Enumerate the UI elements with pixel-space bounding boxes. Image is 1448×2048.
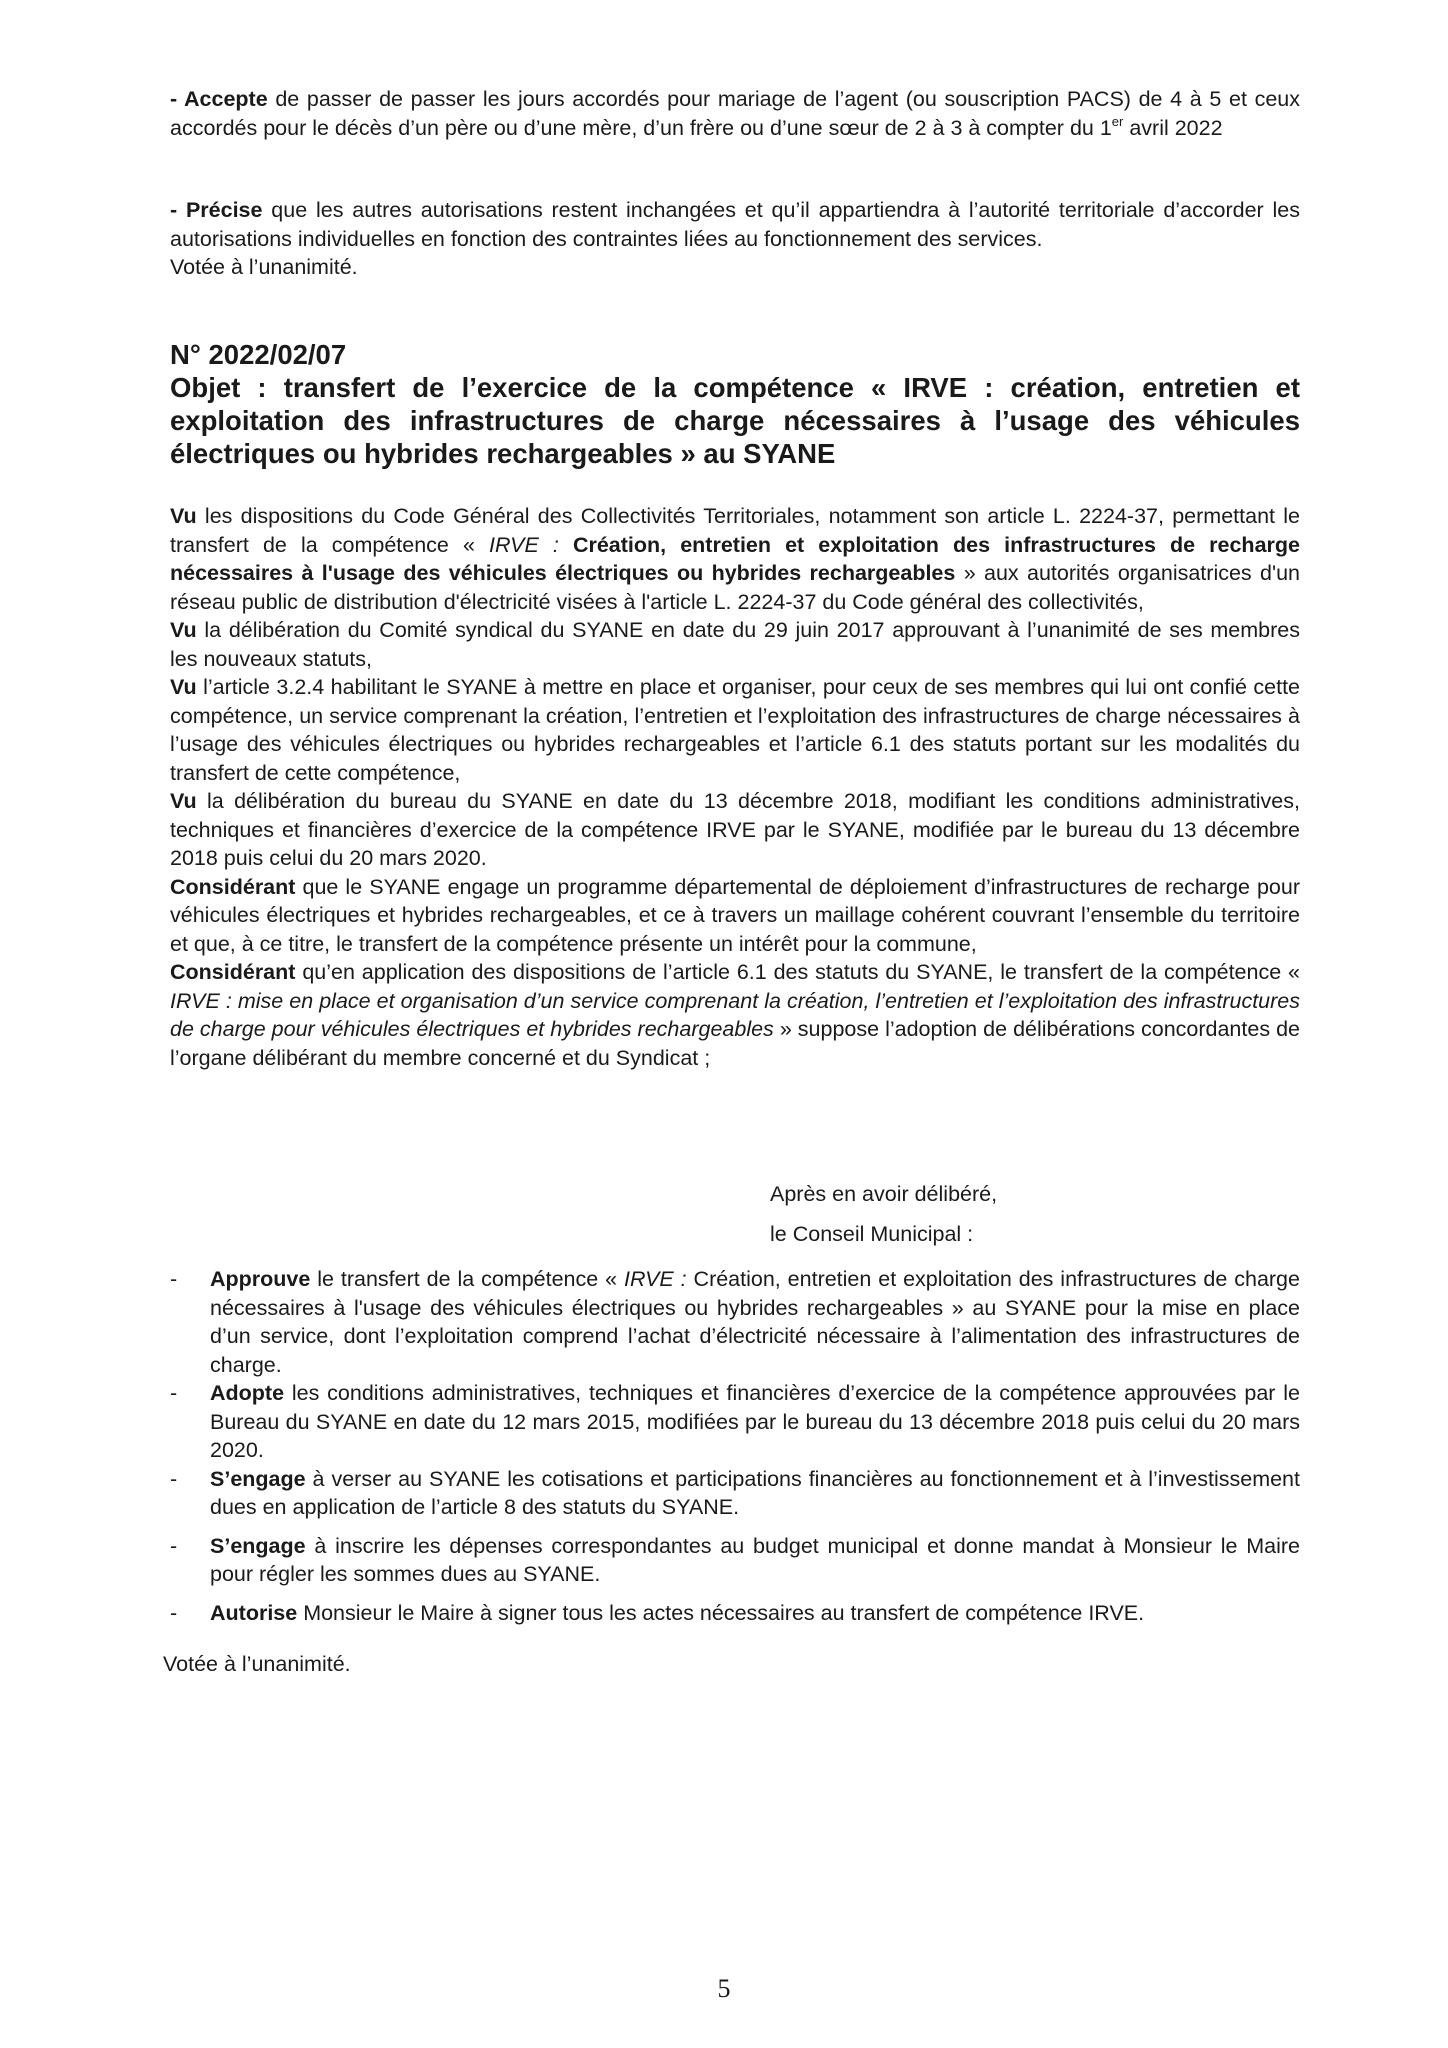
deliberation-title bbox=[170, 338, 1300, 470]
decision-lead: Approuve bbox=[210, 1267, 311, 1291]
page-number: 5 bbox=[717, 1974, 731, 2003]
considerant-2-text-b: » suppose l’adoption de délibérations concordantes de l’organe délibérant du membre concerné et du Syndicat ; bbox=[170, 1017, 1300, 1070]
decision-text: les conditions administratives, techniques et financières d’exercice de la compétence approuvées par le Bureau du SYANE en date du 12 mars 2015, modifiées par le bureau du 13 décembre 2018 puis celui du 20 mars 2020. bbox=[210, 1381, 1300, 1462]
decision-text-b: Création, entretien et exploitation des infrastructures de charge nécessaires à l'usage des véhicules électriques ou hybrides rechargeables » au SYANE pour la mise en place d’un service, dont l’exploitation comprend l’achat d’électricité nécessaire à l’alimentation des infrastructures de charge. bbox=[210, 1267, 1300, 1377]
vu-1: Vu bbox=[170, 504, 197, 528]
paragraph-accepte bbox=[170, 85, 1300, 142]
vu-1-text-a: les dispositions du Code Général des Collectivités Territoriales, notamment son article L. 2224-37, permettant le transfert de la compétence « bbox=[170, 504, 1300, 557]
deliberation-number: N° 2022/02/07 bbox=[170, 339, 347, 370]
lead-precise: - Précise bbox=[170, 198, 263, 222]
final-vote: Votée à l’unanimité. bbox=[163, 1652, 351, 1676]
vu-4: Vu bbox=[170, 789, 197, 813]
lead-accepte: - Accepte bbox=[170, 87, 268, 111]
vu-3-text: l’article 3.2.4 habilitant le SYANE à mettre en place et organiser, pour ceux de ses membres qui lui ont confié cette compétence, un service comprenant la création, l’entretien et l’exploitation des infrastructures de charge nécessaires à l’usage des véhicules électriques ou hybrides rechargeables et l’article 6.1 des statuts portant sur les modalités du transfert de cette compétence, bbox=[170, 675, 1300, 785]
list-dash: - bbox=[170, 1466, 178, 1491]
decision-italic: IRVE : bbox=[623, 1267, 687, 1291]
accepte-text: de passer de passer les jours accordés pour mariage de l’agent (ou souscription PACS) de 4 à 5 et ceux accordés pour le décès d’un père ou d’une mère, d’un frère ou d’une sœur de 2 à 3 à compter du 1 bbox=[170, 87, 1301, 140]
decision-item bbox=[170, 1379, 1300, 1465]
vu-1-text-b: » aux autorités organisatrices d'un réseau public de distribution d'électricité visées à l'article L. 2224-37 du Code général des collectivités, bbox=[170, 561, 1300, 614]
considerant-1: Considérant bbox=[170, 874, 296, 899]
vu-2: Vu bbox=[170, 618, 197, 642]
decision-lead: Adopte bbox=[210, 1381, 285, 1405]
decision-lead: S’engage bbox=[210, 1533, 306, 1558]
considerant-2-text-a: qu’en application des dispositions de l’article 6.1 des statuts du SYANE, le transfert de la compétence « bbox=[295, 960, 1300, 984]
list-dash: - bbox=[170, 1533, 178, 1558]
vu-4-text: la délibération du bureau du SYANE en date du 13 décembre 2018, modifiant les conditions administratives, techniques et financières d’exercice de la compétence IRVE par le SYANE, modifiée par le bureau du 13 décembre 2018 puis celui du 20 mars 2020. bbox=[170, 789, 1300, 870]
visas-block bbox=[170, 502, 1300, 1072]
decision-header-line2: le Conseil Municipal : bbox=[770, 1222, 974, 1246]
considerant-1-text: que le SYANE engage un programme départemental de déploiement d’infrastructures de recharge pour véhicules électriques et hybrides rechargeables, et ce à travers un maillage cohérent couvrant l’ensemble du territoire et que, à ce titre, le transfert de la compétence présente un intérêt pour la commune, bbox=[170, 874, 1300, 956]
decision-item bbox=[170, 1599, 1300, 1628]
decision-item bbox=[170, 1465, 1300, 1522]
decision-text: à verser au SYANE les cotisations et participations financières au fonctionnement et à l’investissement dues en application de l’article 8 des statuts du SYANE. bbox=[210, 1466, 1300, 1519]
accepte-tail: avril 2022 bbox=[1123, 115, 1223, 140]
decision-lead: S’engage bbox=[210, 1466, 306, 1491]
decisions-list bbox=[170, 1265, 1300, 1627]
considerant-2: Considérant bbox=[170, 960, 296, 984]
list-dash: - bbox=[170, 1267, 178, 1291]
considerant-2-italic: IRVE : mise en place et organisation d’un service comprenant la création, l’entretien et l’exploitation des infrastructures de charge pour véhicules électriques et hybrides rechargeables bbox=[170, 988, 1300, 1041]
paragraph-precise bbox=[170, 196, 1300, 282]
decision-header-line1: Après en avoir délibéré, bbox=[770, 1182, 998, 1206]
decision-lead: Autorise bbox=[210, 1600, 298, 1625]
decision-item bbox=[170, 1532, 1300, 1589]
vote-precise: Votée à l’unanimité. bbox=[170, 255, 358, 279]
decision-text: Monsieur le Maire à signer tous les actes nécessaires au transfert de compétence IRVE. bbox=[297, 1600, 1145, 1625]
vu-3: Vu bbox=[170, 675, 197, 699]
decision-item bbox=[170, 1265, 1300, 1379]
list-dash: - bbox=[170, 1381, 178, 1405]
precise-text: que les autres autorisations restent inchangées et qu’il appartiendra à l’autorité territoriale d’accorder les autorisations individuelles en fonction des contraintes liées au fonctionnement des services. bbox=[170, 198, 1300, 251]
decision-text: le transfert de la compétence « bbox=[310, 1267, 624, 1291]
deliberation-object: Objet : transfert de l’exercice de la compétence « IRVE : création, entretien et exploitation des infrastructures de charge nécessaires à l’usage des véhicules électriques ou hybrides rechargeables » au SYANE bbox=[170, 372, 1300, 469]
vu-1-bold: Création, entretien et exploitation des infrastructures de recharge nécessaires à l'usage des véhicules électriques ou hybrides rechargeables bbox=[170, 532, 1300, 585]
decision-text: à inscrire les dépenses correspondantes au budget municipal et donne mandat à Monsieur le Maire pour régler les sommes dues au SYANE. bbox=[210, 1533, 1300, 1586]
list-dash: - bbox=[170, 1600, 178, 1625]
ordinal-superscript: er bbox=[1111, 113, 1124, 129]
vu-2-text: la délibération du Comité syndical du SYANE en date du 29 juin 2017 approuvant à l’unanimité de ses membres les nouveaux statuts, bbox=[170, 618, 1300, 671]
vu-1-italic: IRVE : bbox=[489, 532, 573, 557]
